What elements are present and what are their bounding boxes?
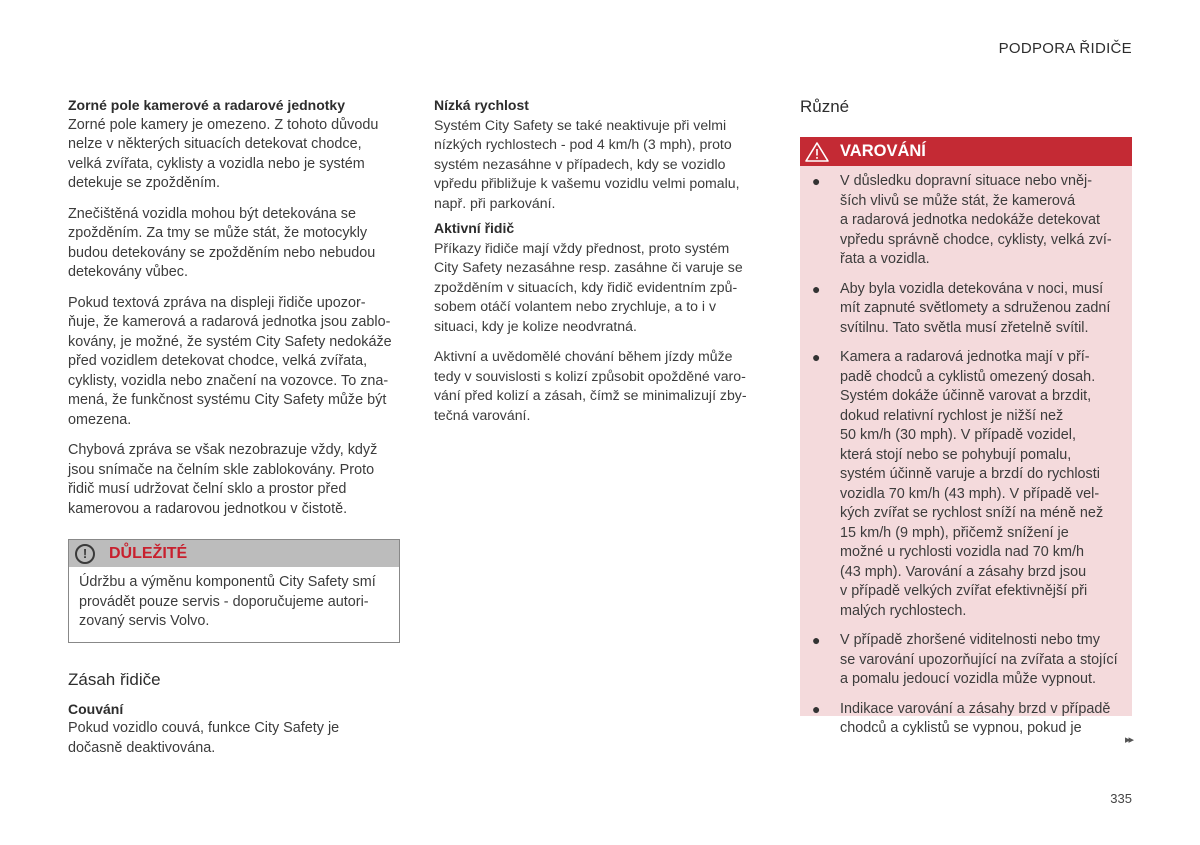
section-title-driver-intervention: Zásah řidiče: [68, 669, 161, 689]
warning-item-text: Kamera a radarová jednotka mají v pří- padě chodců a cyklistů omezený dosah. Systém dokáže účinně varovat a brzdit, dokud relativní rychlost je nižší než 50 km/h (30 mph). V případě vozidel, která stojí nebo se pohybují pomalu, systém účinně varuje a brzdí do rychlosti vozidla 70 km/h (43 mph). V případě vel- kých zvířat se rychlost sníží na méně než 15 km/h (9 mph), přičemž snížení je možné u rychlosti vozidla nad 70 km/h (43 mph). Varování a zásahy brzd jsou v případě velkých zvířat efektivnější při malých rychlostech.: [840, 349, 1104, 619]
list-item: [812, 700, 1120, 739]
warning-header: [800, 137, 1132, 166]
warning-item-text: Aby byla vozidla detekována v noci, musí mít zapnuté světlomety a sdruženou zadní svítilnu. Tato světla musí zřetelně svítil.: [840, 280, 1111, 336]
running-header: PODPORA ŘIDIČE: [998, 40, 1132, 57]
list-item: [812, 172, 1120, 270]
exclamation-circle-icon: !: [75, 544, 95, 564]
paragraph: Pokud textová zpráva na displeji řidiče upozor- ňuje, že kamerová a radarová jednotka jsou zablo- kovány, je možné, že systém City Safety nedokáže před vozidlem detekovat chodce, velká zvířata, cyklisty, vozidla nebo značení na vozovce. To zna- mená, že funkčnost systému City Safety může být omezena.: [68, 294, 392, 428]
page-number: 335: [1110, 791, 1132, 806]
warning-body: [800, 166, 1132, 736]
warning-item-text: Indikace varování a zásahy brzd v případě chodců a cyklistů se vypnou, pokud je: [840, 700, 1111, 736]
important-notice: [68, 539, 400, 643]
important-notice-body: [69, 567, 399, 642]
important-notice-header: [69, 540, 399, 567]
paragraph: Znečištěná vozidla mohou být detekována se zpožděním. Za tmy se může stát, že motocykly budou detekovány se zpožděním nebo nebudou detekovány vůbec.: [68, 205, 376, 280]
warning-item-text: V případě zhoršené viditelnosti nebo tmy se varování upozorňující na zvířata a stojící a pomalu jedoucí vozidla může vypnout.: [840, 632, 1118, 687]
bullet-icon: ●: [812, 349, 821, 365]
warning-item-text: V důsledku dopravní situace nebo vněj- ších vlivů se může stát, že kamerová a radarová jednotka nedokáže detekovat vpředu správně chodce, cyklisty, velká zví- řata a vozidla.: [840, 173, 1112, 267]
important-notice-text: Údržbu a výměnu komponentů City Safety smí provádět pouze servis - doporučujeme autori- zovaný servis Volvo.: [79, 574, 376, 629]
reversing-text: Pokud vozidlo couvá, funkce City Safety je dočasně deaktivována.: [68, 720, 340, 756]
warning-triangle-icon: [804, 141, 830, 163]
paragraph: Chybová zpráva se však nezobrazuje vždy, když jsou snímače na čelním skle zablokovány. Proto řidič musí udržovat čelní sklo a prostor před kamerovou a radarovou jednotkou v čistotě.: [68, 442, 378, 517]
column-left: [68, 96, 400, 769]
list-item: [812, 348, 1120, 621]
subtitle-reversing: Couvání: [68, 700, 124, 717]
warning-title: VAROVÁNÍ: [840, 142, 926, 160]
bullet-icon: ●: [812, 632, 821, 648]
subtitle-active-driver: Aktivní řidič: [434, 220, 515, 236]
column-middle: [434, 96, 766, 436]
list-item: [812, 280, 1120, 339]
low-speed-text: Systém City Safety se také neaktivuje při velmi nízkých rychlostech - pod 4 km/h (3 mph), proto systém nezasáhne v případech, kdy se vozidlo vpředu přibližuje k vašemu vozidlu velmi pomalu, např. při parkování.: [434, 116, 740, 211]
column-right: [800, 96, 1132, 736]
behaviour-text: Aktivní a uvědomělé chování během jízdy může tedy v souvislosti s kolizí způsobit opožděné varo- vání před kolizí a zásah, čímž se minimalizují zby- tečná varování.: [434, 348, 747, 423]
section-title-miscellaneous: Různé: [800, 97, 850, 116]
bullet-icon: ●: [812, 173, 821, 189]
paragraph: Zorné pole kamery je omezeno. Z tohoto důvodu nelze v některých situacích detekovat chodce, velká zvířata, cyklisty a vozidla nebo je systém detekuje se zpožděním.: [68, 116, 379, 191]
important-notice-title: DŮLEŽITÉ: [109, 544, 188, 562]
active-driver-text: Příkazy řidiče mají vždy přednost, proto systém City Safety nezasáhne resp. zasáhne či varuje se zpožděním v situacích, kdy řidič evidentním způ- sobem otáčí volantem nebo zrychluje, a to i v situaci, kdy je kolize neodvratná.: [434, 239, 743, 334]
subtitle-low-speed: Nízká rychlost: [434, 97, 529, 113]
bullet-icon: ●: [812, 280, 821, 297]
subtitle-camera-field: Zorné pole kamerové a radarové jednotky: [68, 97, 345, 113]
list-item: [812, 631, 1120, 690]
continue-arrows-icon: ▸▸: [1124, 734, 1132, 746]
bullet-icon: ●: [812, 700, 821, 717]
